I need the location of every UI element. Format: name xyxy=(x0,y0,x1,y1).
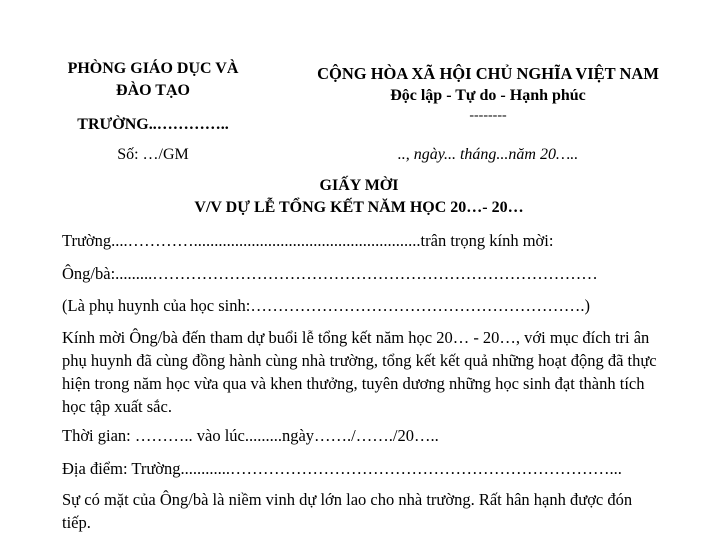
closing-paragraph: Sự có mặt của Ông/bà là niềm vinh dự lớn lao cho nhà trường. Rất hân hạnh được đón tiếp. xyxy=(62,490,633,532)
document-number: Số: …/GM xyxy=(117,146,189,163)
national-motto: Độc lập - Tự do - Hạnh phúc xyxy=(390,87,586,104)
document-subject: V/V DỰ LỄ TỔNG KẾT NĂM HỌC 20…- 20… xyxy=(194,199,524,216)
header-separator: -------- xyxy=(469,108,507,123)
document-date: .., ngày... tháng...năm 20….. xyxy=(397,146,579,163)
school-name: TRƯỜNG..………….. xyxy=(77,116,229,133)
issuing-department-line2: ĐÀO TẠO xyxy=(116,82,190,99)
invitation-paragraph: Kính mời Ông/bà đến tham dự buổi lễ tổng kết năm học 20… - 20…, với mục đích tri ân phụ huynh đã cùng đồng hành cùng nhà trường, tổng kết kết quả những hoạt động đã thực hiện trong năm học vừa qua và khen thưởng, tuyên dương những học sinh đạt thành tích học tập xuất sắc. xyxy=(62,328,657,416)
national-title: CỘNG HÒA XÃ HỘI CHỦ NGHĨA VIỆT NAM xyxy=(317,64,659,83)
event-time-line: Thời gian: ……….. vào lúc.........ngày……./……./20….. xyxy=(62,426,439,445)
student-parent-line: (Là phụ huynh của học sinh:…………………………………………………….) xyxy=(62,296,590,315)
document-title: GIẤY MỜI xyxy=(319,177,399,194)
invitation-school-line: Trường....………….......................................................trân trọng kính mời: xyxy=(62,231,554,250)
issuing-department-line1: PHÒNG GIÁO DỤC VÀ xyxy=(67,60,239,77)
invitee-line: Ông/bà:.........……………………………………………………………………… xyxy=(62,264,598,283)
event-place-line: Địa điểm: Trường............……………………………………………………………... xyxy=(62,459,622,478)
